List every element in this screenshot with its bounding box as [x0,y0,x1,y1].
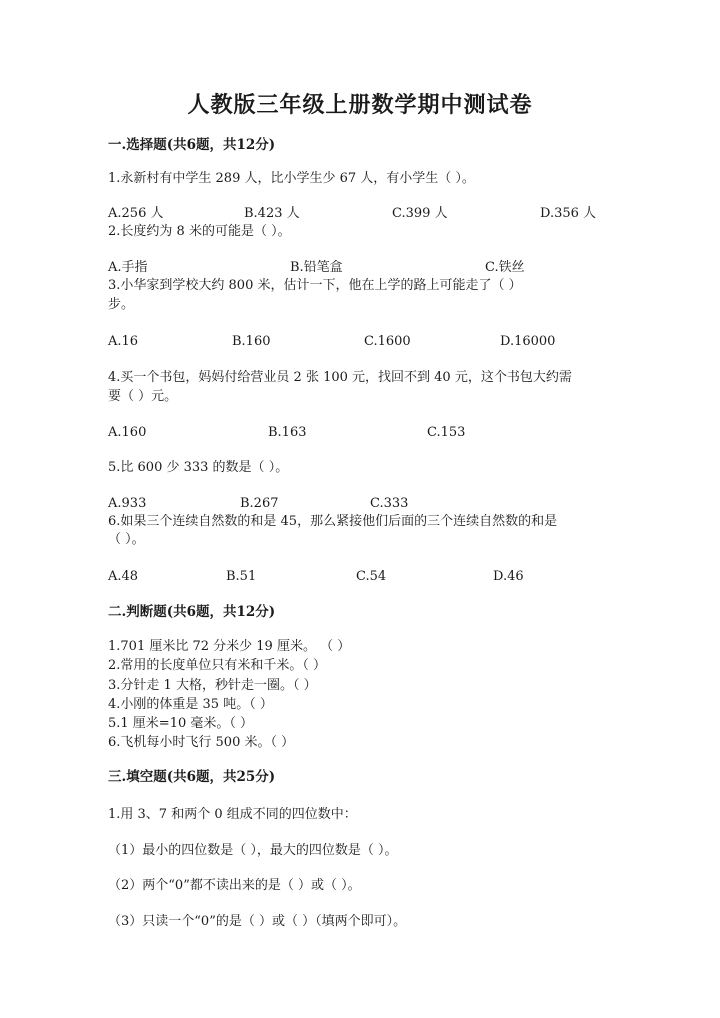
fill-part: （2）两个“0”都不读出来的是（ ）或（ ）。 [108,878,361,893]
option-a: A.48 [108,569,139,584]
option-b: B.铅笔盒 [290,260,343,275]
question-stem: 3.小华家到学校大约 800 米，估计一下，他在上学的路上可能走了（ ） [108,278,522,293]
question-stem: 2.长度约为 8 米的可能是（ ）。 [108,224,291,239]
judgment-item: 6.飞机每小时飞行 500 米。（ ） [108,735,295,750]
option-b: B.267 [240,496,279,511]
section-heading-choice: 一.选择题(共6题，共12分) [108,137,276,153]
question-stem: 1.永新村有中学生 289 人，比小学生少 67 人，有小学生（ ）。 [108,171,475,186]
question-stem: 1.用 3、7 和两个 0 组成不同的四位数中： [108,807,357,822]
option-c: C.333 [370,496,409,511]
option-c: C.铁丝 [485,260,525,275]
option-b: B.51 [226,569,257,584]
option-d: D.16000 [500,334,556,349]
option-a: A.256 人 [108,206,164,221]
question-stem-cont: （ ）。 [108,532,145,547]
option-c: C.399 人 [392,206,448,221]
question-stem-cont: 步。 [108,297,135,312]
option-d: D.356 人 [540,206,597,221]
option-c: C.153 [427,425,466,440]
option-c: C.1600 [364,334,411,349]
question-stem: 6.如果三个连续自然数的和是 45，那么紧接他们后面的三个连续自然数的和是 [108,514,558,529]
option-b: B.163 [268,425,307,440]
option-a: A.160 [108,425,147,440]
question-stem-cont: 要（ ）元。 [108,389,178,404]
judgment-item: 4.小刚的体重是 35 吨。（ ） [108,697,273,712]
option-a: A.933 [108,496,147,511]
fill-part: （1）最小的四位数是（ ），最大的四位数是（ ）。 [108,843,398,858]
option-c: C.54 [356,569,387,584]
option-b: B.160 [232,334,271,349]
judgment-item: 3.分针走 1 大格，秒针走一圈。（ ） [108,678,317,693]
option-d: D.46 [493,569,524,584]
option-a: A.16 [108,334,139,349]
page-title: 人教版三年级上册数学期中测试卷 [187,92,533,118]
judgment-item: 1.701 厘米比 72 分米少 19 厘米。 （ ） [108,639,351,654]
judgment-item: 2.常用的长度单位只有米和千米。（ ） [108,658,327,673]
fill-part: （3）只读一个“0”的是（ ）或（ ）（填两个即可）。 [108,914,407,929]
question-stem: 5.比 600 少 333 的数是（ ）。 [108,460,289,475]
judgment-item: 5.1 厘米=10 毫米。（ ） [108,716,254,731]
option-a: A.手指 [108,260,148,275]
section-heading-judgment: 二.判断题(共6题，共12分) [108,604,276,620]
question-stem: 4.买一个书包，妈妈付给营业员 2 张 100 元，找回不到 40 元，这个书包大约需 [108,370,572,385]
option-b: B.423 人 [244,206,300,221]
section-heading-fill: 三.填空题(共6题，共25分) [108,769,276,785]
